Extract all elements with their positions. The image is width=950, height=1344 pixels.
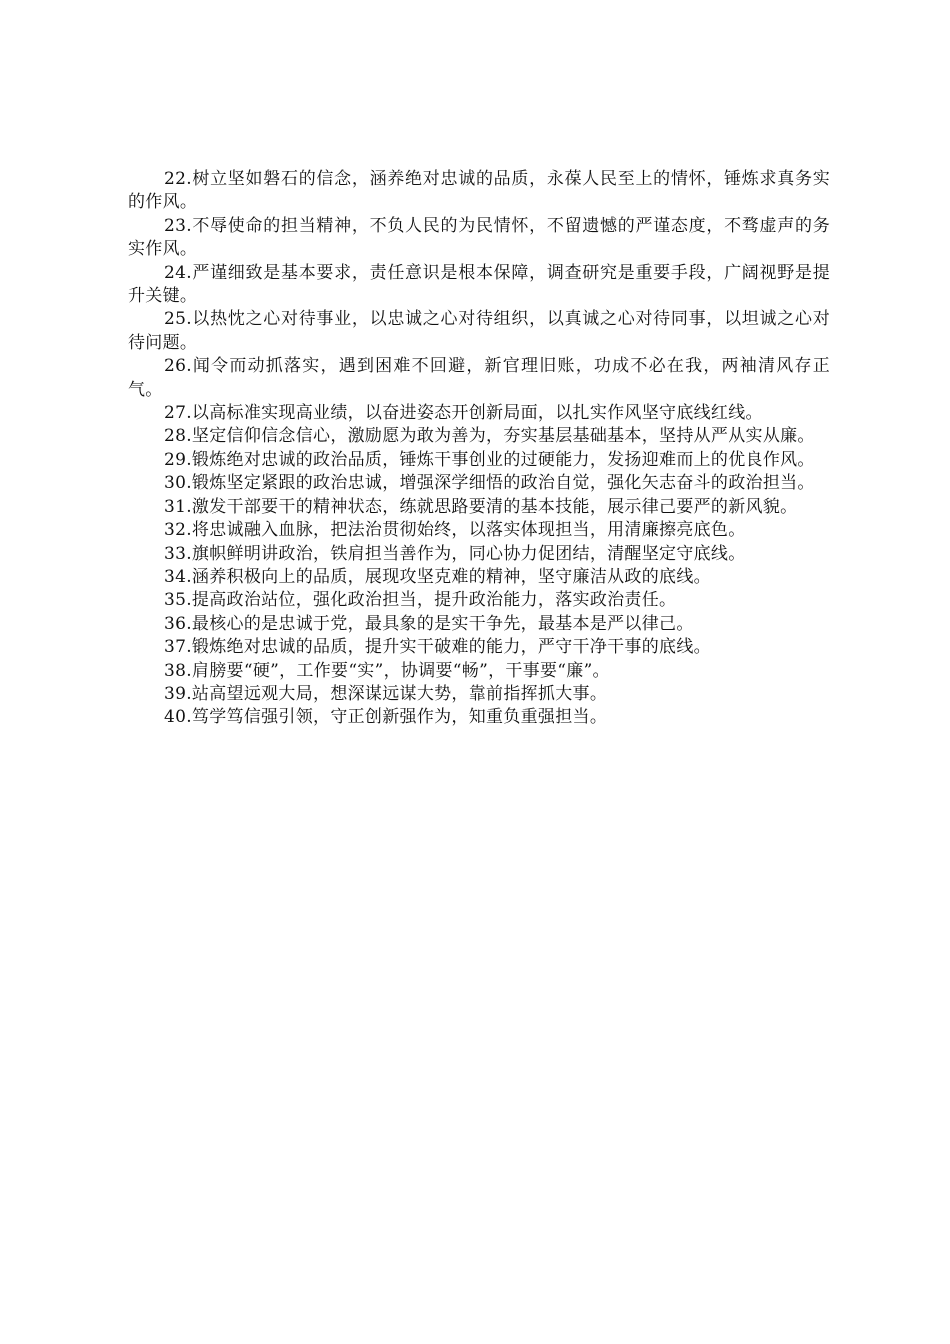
list-item: 26.闻令而动抓落实，遇到困难不回避，新官理旧账，功成不必在我，两袖清风存正气。 bbox=[128, 356, 830, 400]
list-item: 23.不辱使命的担当精神，不负人民的为民情怀，不留遗憾的严谨态度，不骛虚声的务实作风。 bbox=[128, 215, 830, 260]
list-item: 34.涵养积极向上的品质，展现攻坚克难的精神，坚守廉洁从政的底线。 bbox=[164, 566, 711, 587]
list-item: 32.将忠诚融入血脉，把法治贯彻始终，以落实体现担当，用清廉擦亮底色。 bbox=[164, 520, 746, 541]
list-item: 27.以高标准实现高业绩，以奋进姿态开创新局面，以扎实作风坚守底线红线。 bbox=[164, 403, 763, 424]
list-item: 39.站高望远观大局，想深谋远谋大势，靠前指挥抓大事。 bbox=[164, 683, 608, 704]
list-item: 29.锻炼绝对忠诚的政治品质，锤炼干事创业的过硬能力，发扬迎难而上的优良作风。 bbox=[164, 449, 815, 470]
list-item: 31.激发干部要干的精神状态，练就思路要清的基本技能，展示律己要严的新风貌。 bbox=[164, 496, 798, 517]
list-item: 30.锻炼坚定紧跟的政治忠诚，增强深学细悟的政治自觉，强化矢志奋斗的政治担当。 bbox=[164, 473, 815, 494]
list-item: 40.笃学笃信强引领，守正创新强作为，知重负重强担当。 bbox=[164, 707, 608, 728]
list-item: 35.提高政治站位，强化政治担当，提升政治能力，落实政治责任。 bbox=[164, 590, 677, 611]
list-item: 28.坚定信仰信念信心，激励愿为敢为善为，夯实基层基础基本，坚持从严从实从廉。 bbox=[164, 426, 815, 447]
list-item: 24.严谨细致是基本要求，责任意识是根本保障，调查研究是重要手段，广阔视野是提升关键。 bbox=[128, 262, 830, 307]
list-item: 37.锻炼绝对忠诚的品质，提升实干破难的能力，严守干净干事的底线。 bbox=[164, 637, 711, 658]
list-item: 36.最核心的是忠诚于党，最具象的是实干争先，最基本是严以律己。 bbox=[164, 613, 694, 634]
document-body bbox=[128, 168, 830, 730]
list-item: 38.肩膀要“硬”，工作要“实”，协调要“畅”，干事要“廉”。 bbox=[164, 660, 610, 681]
list-item: 33.旗帜鲜明讲政治，铁肩担当善作为，同心协力促团结，清醒坚定守底线。 bbox=[164, 543, 746, 564]
list-item: 22.树立坚如磐石的信念，涵养绝对忠诚的品质，永葆人民至上的情怀，锤炼求真务实的作风。 bbox=[128, 169, 830, 213]
list-item: 25.以热忱之心对待事业，以忠诚之心对待组织，以真诚之心对待同事，以坦诚之心对待问题。 bbox=[128, 309, 830, 353]
